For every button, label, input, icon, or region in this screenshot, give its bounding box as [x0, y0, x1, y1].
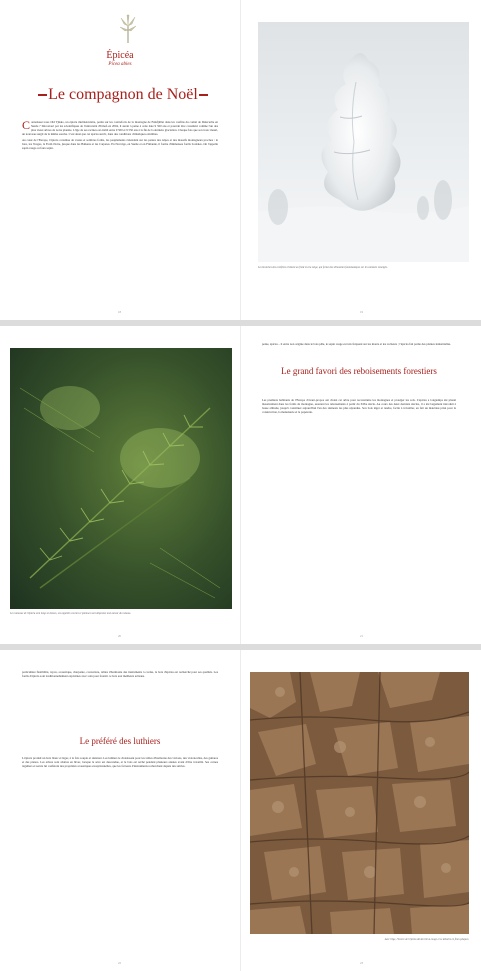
drop-cap: C [22, 120, 31, 132]
spread-2 [0, 326, 481, 644]
page-number-left: 18 [118, 310, 121, 314]
species-name: Épicéa [106, 50, 134, 61]
photo-caption: Les rameaux de l'épicéa sont longs et denses, ses aiguilles courtes et pointues sont disposées tout autour du rameau. [10, 612, 132, 615]
body-text [22, 120, 218, 298]
spread-1 [0, 0, 481, 320]
page-number-right: 19 [360, 310, 363, 314]
continued-paragraph: particulière flexibilité, rayon, acoustique, charpente, couverture, tables d'harmonie des instruments à cordes, le bois d'épicéa est recherché pour ses qualités. Les forêts d'épicéa sont traditionnellement exploitées avec soin pour fournir ce bois aux meilleurs artisans. [22, 670, 218, 678]
photo-caption: Avec l'âge, l'écorce de l'épicéa devient brun-rouge et se détache en fines plaques. [384, 938, 469, 941]
page-number-right: 21 [360, 634, 363, 638]
page-number-left: 22 [118, 961, 121, 965]
section-title: Le préféré des luthiers [79, 736, 161, 746]
title-dash [199, 94, 208, 96]
spread-3 [0, 650, 481, 971]
species-latin-name: Picea abies [108, 62, 132, 67]
chapter-title [18, 86, 228, 104]
plant-illustration-icon [117, 14, 139, 44]
section-title: Le grand favori des reboisements forestiers [281, 366, 437, 376]
section-body: L'épicéa produit un bois blanc et léger, à la fois souple et résistant. Les luthiers le choisissent pour les tables d'harmonie des violons, des violoncelles, des guitares et des pianos. Les arbres sont abattus en hiver, lorsque la sève est descendue, et le bois est séché pendant plusieurs années avant d'être travaillé. Ses cernes réguliers et serrés lui confèrent des propriétés acoustiques exceptionnelles, que les facteurs d'instruments recherchent depuis des siècles. [22, 756, 218, 768]
title-dash [38, 94, 47, 96]
continued-paragraph: pente, épicéa – il entre non origine dans le bois pâle, le sapin rouge est très fréquent sur les monts et les rocheurs ; l'épicéa fait partie des plantes industrielles. [262, 342, 451, 346]
photo-caption: Les branches des conifères résistent au froid et à la neige, qui forme des silhouettes fantomatiques sur les sommets enneigés. [258, 266, 388, 269]
page-number-right: 23 [360, 961, 363, 965]
gutter [240, 326, 241, 644]
intro-paragraph: Connaissez-vous Old Tjikko, un épicéa multiséculaire, perdu sur les contreforts de la montagne de Fulufjället dans les confins du comté de Dalécarlie en Suède ? Découvert par les scientifiques de l'université d'Umeå en 2004, il aurait à peine à cette date 9 500 ans et pourrait être considéré comme l'un des plus vieux arbres de notre planète. L'âge de ses racines est établi entre 9 500 et 9 550 ans à la fin de la dernière glaciation. Chaque fois que son tronc meurt, un nouveau surgit de la même souche. C'est ainsi que cet épicéa survit, dans des conditions climatiques extrêmes. [22, 120, 218, 136]
gutter [240, 650, 241, 971]
snowy-tree-photo [258, 22, 469, 262]
body-paragraph: Au cœur de l'Europe, l'épicéa constitue de vastes et sombres forêts, les peuplements s'étendant sur les pentes des Alpes et des massifs montagneux proches : le Jura, les Vosges, la Forêt-Noire, jusque dans les Balkans et les Carpates. En Norvège, en Suède et en Finlande, il forme d'immenses forêts boréales. On l'appelle sapin rouge ou faux sapin. [22, 138, 218, 150]
chapter-title-text: Le compagnon de Noël [48, 86, 198, 103]
gutter [240, 0, 241, 320]
section-body: Les premiers habitants de l'Europe d'avant-propos ont choisi cet arbre pour reconstruire les montagnes et protéger les sols. L'épicéa a longtemps été planté massivement dans les forêts de montagne, assurant les reboisements à partir du XIXe siècle. Au cours des deux derniers siècles, il a été largement introduit à basse altitude, jusqu'à constituer aujourd'hui l'un des résineux les plus répandus. Son bois léger et tendre, facile à travailler, en fait un matériau prisé pour la construction, la menuiserie et la papeterie. [262, 398, 456, 414]
spruce-branch-photo [10, 348, 232, 609]
page-number-left: 20 [118, 634, 121, 638]
spruce-bark-photo [250, 672, 469, 934]
